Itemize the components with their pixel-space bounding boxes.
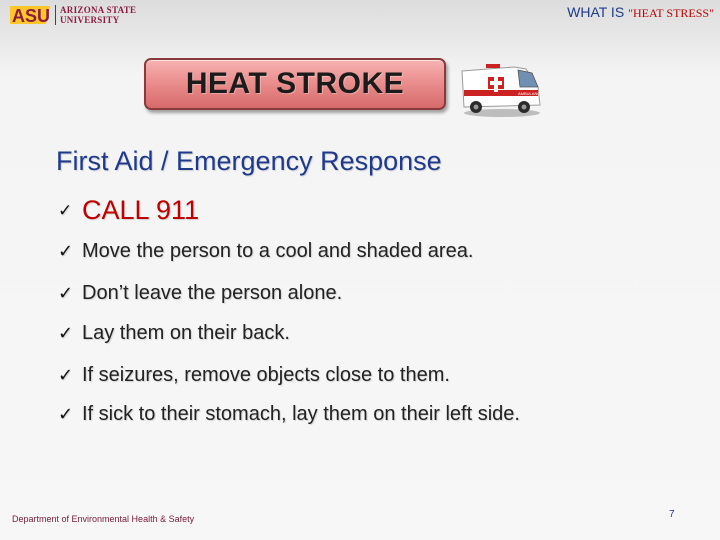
logo-line1: ARIZONA STATE: [60, 5, 137, 15]
slide-section-title: [567, 4, 714, 21]
list-item-text: Move the person to a cool and shaded area.: [82, 240, 474, 262]
list-item: [58, 322, 290, 345]
list-item: [58, 282, 342, 305]
check-icon: ✓: [58, 365, 74, 386]
logo-wordmark: [60, 5, 136, 25]
section-heading: First Aid / Emergency Response: [56, 146, 442, 176]
list-item: [58, 240, 473, 263]
call-911-item: [58, 195, 199, 226]
page-number: 7: [669, 509, 675, 520]
list-item-text: If seizures, remove objects close to them.: [82, 364, 450, 386]
ambulance-label: AMBULANCE: [518, 91, 543, 96]
check-icon: ✓: [58, 283, 74, 304]
check-icon: ✓: [58, 241, 74, 262]
check-icon: ✓: [58, 404, 74, 425]
logo-divider: [55, 5, 56, 25]
check-icon: ✓: [58, 200, 73, 221]
heat-stroke-banner: [144, 58, 446, 110]
list-item-text: If sick to their stomach, lay them on their left side.: [82, 403, 520, 425]
heat-stroke-label: HEAT STROKE: [185, 67, 405, 100]
call-911-label: CALL 911: [82, 195, 200, 225]
asu-logo-mark: [10, 4, 52, 26]
check-icon: ✓: [58, 323, 74, 344]
ambulance-icon: [456, 57, 544, 119]
asu-logo: [10, 3, 136, 27]
list-item-text: Lay them on their back.: [82, 322, 290, 344]
topright-prefix: WHAT IS: [567, 4, 629, 20]
topright-quote: "HEAT STRESS": [628, 6, 714, 20]
logo-abbrev: ASU: [12, 6, 51, 26]
list-item-text: Don’t leave the person alone.: [82, 282, 343, 304]
footer-department: Department of Environmental Health & Safety: [12, 514, 195, 524]
list-item: [58, 403, 520, 426]
list-item: [58, 364, 450, 387]
logo-line2: UNIVERSITY: [60, 15, 120, 25]
